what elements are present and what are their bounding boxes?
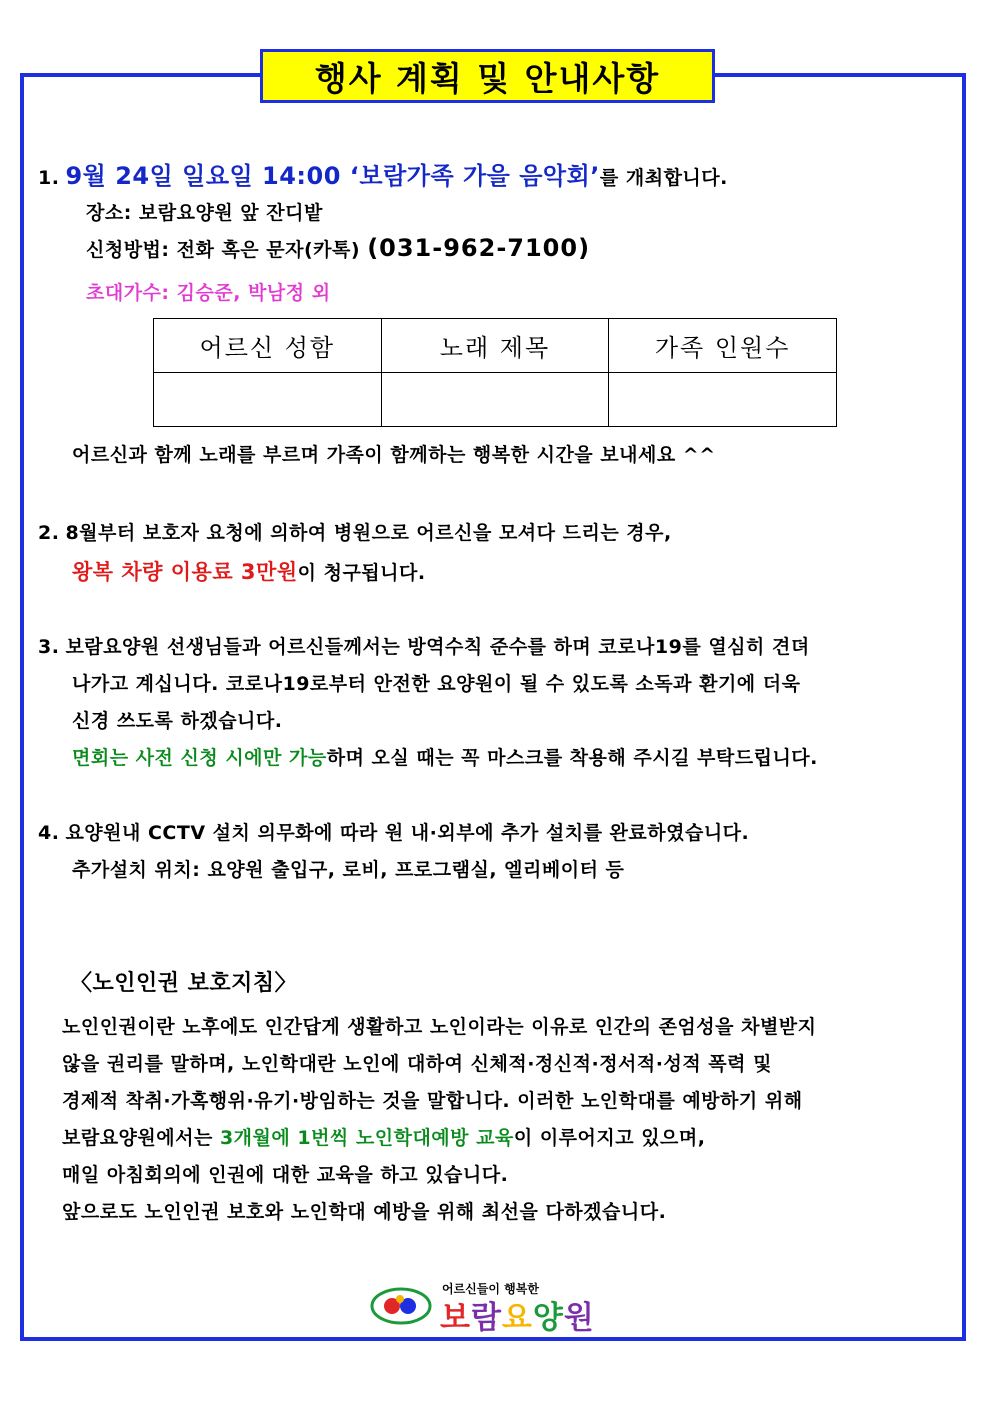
cell-song-title[interactable] [381,373,609,427]
rights-p2: 않을 권리를 말하며, 노인학대란 노인에 대하여 신체적·정신적·정서적·성적 폭력 및 [62,1053,772,1075]
header-family-count: 가족 인원수 [609,319,837,373]
rights-p4-b: 이 이루어지고 있으며, [513,1127,706,1149]
cctv-locations: 추가설치 위치: 요양원 출입구, 로비, 프로그램실, 엘리베이터 등 [72,859,625,881]
covid-text-1: 보람요양원 선생님들과 어르신들께서는 방역수칙 준수를 하며 코로나19를 열심히 견뎌 [65,636,810,658]
concert-place: 장소: 보람요양원 앞 잔디밭 [86,202,323,224]
section-1-number: 1. [38,167,60,189]
concert-title-rest: 를 개최합니다. [599,167,728,189]
section-3-number: 3. [38,636,60,658]
logo-char-1: 보 [440,1300,471,1336]
invited-singers: 초대가수: 김승준, 박남정 외 [86,282,331,304]
rights-p4-a: 보람요양원에서는 [62,1127,220,1149]
section-2-line1 [38,518,672,545]
apply-label: 신청방법: 전화 혹은 문자(카톡) [86,239,368,261]
cell-elder-name[interactable] [154,373,382,427]
rights-p3: 경제적 착취·가혹행위·유기·방임하는 것을 말합니다. 이러한 노인학대를 예방하기 위해 [62,1090,803,1112]
rights-p4 [62,1123,705,1150]
concert-apply [86,234,590,262]
visit-notice-rest: 하며 오실 때는 꼭 마스크를 착용해 주시길 부탁드립니다. [326,747,818,769]
section-1-headline [38,156,728,191]
transport-fee: 왕복 차량 이용료 3만원 [72,560,298,584]
table-row [154,373,837,427]
rights-p6: 앞으로도 노인인권 보호와 노인학대 예방을 위해 최선을 다하겠습니다. [62,1201,667,1223]
abuse-prevention-education: 3개월에 1번씩 노인학대예방 교육 [219,1127,514,1149]
rights-p1: 노인인권이란 노후에도 인간답게 생활하고 노인이라는 이유로 인간의 존엄성을 차별받지 [62,1016,817,1038]
cctv-text: 요양원내 CCTV 설치 의무화에 따라 원 내·외부에 추가 설치를 완료하였습니다. [65,822,750,844]
page-title: 행사 계획 및 안내사항 [260,49,715,103]
apply-phone: (031-962-7100) [367,234,591,262]
section-2-line2 [72,556,426,586]
logo-emblem-icon [370,1287,432,1325]
section-3-line1 [38,632,810,659]
section-4-number: 4. [38,822,60,844]
section-4-line1 [38,818,749,845]
section-2-number: 2. [38,522,60,544]
rights-heading: 〈노인인권 보호지침〉 [70,971,298,996]
header-song-title: 노래 제목 [381,319,609,373]
logo-char-2: 람 [470,1300,502,1336]
rights-p5: 매일 아침회의에 인권에 대한 교육을 하고 있습니다. [62,1164,509,1186]
covid-text-3: 신경 쓰도록 하겠습니다. [72,710,283,732]
covid-text-2: 나가고 계십니다. 코로나19로부터 안전한 요양원이 될 수 있도록 소독과 환기에 더욱 [72,673,801,695]
hospital-escort-text: 8월부터 보호자 요청에 의하여 병원으로 어르신을 모셔다 드리는 경우, [65,522,672,544]
visit-notice-highlight: 면회는 사전 신청 시에만 가능 [72,747,327,769]
logo-name [440,1292,595,1337]
logo-char-4: 양 [532,1300,564,1336]
logo-char-3: 요 [501,1300,533,1336]
cell-family-count[interactable] [609,373,837,427]
boram-logo [370,1280,640,1336]
concert-signup-table [153,318,837,427]
transport-fee-rest: 이 청구됩니다. [297,562,426,584]
header-elder-name: 어르신 성함 [154,319,382,373]
logo-tagline: 어르신들이 행복한 [442,1282,539,1296]
visit-notice [72,743,818,770]
concert-closing: 어르신과 함께 노래를 부르며 가족이 함께하는 행복한 시간을 보내세요 ^^ [72,444,716,466]
logo-char-5: 원 [563,1300,595,1336]
concert-title: 9월 24일 일요일 14:00 ‘보람가족 가을 음악회’ [65,162,600,190]
table-header-row [154,319,837,373]
